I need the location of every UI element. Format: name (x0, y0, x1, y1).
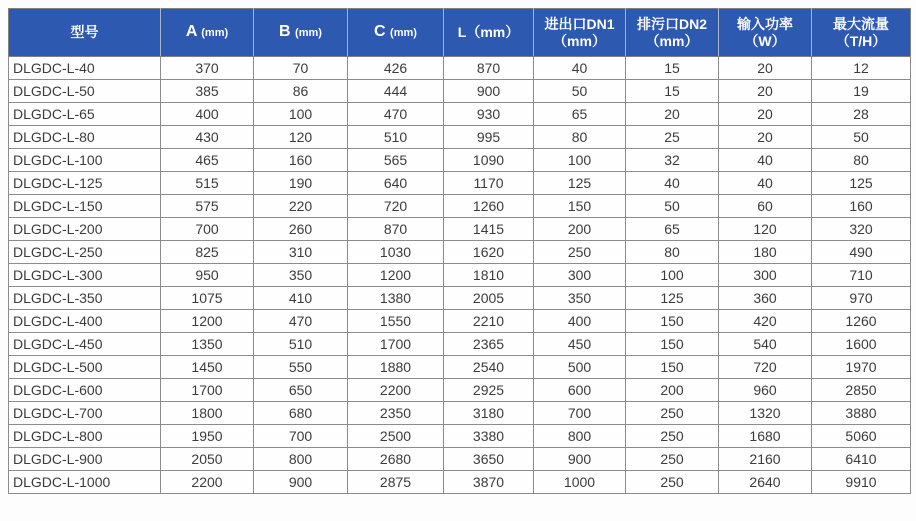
value-cell: 720 (719, 356, 812, 379)
table-row (9, 333, 911, 356)
table-row (9, 402, 911, 425)
column-header-6 (626, 9, 719, 57)
column-header-7 (719, 9, 812, 57)
model-cell: DLGDC-L-40 (9, 57, 161, 80)
value-cell: 430 (161, 126, 254, 149)
value-cell: 800 (534, 425, 626, 448)
value-cell: 250 (626, 402, 719, 425)
header-label: L（mm） (457, 24, 520, 40)
value-cell: 60 (719, 195, 812, 218)
value-cell: 950 (161, 264, 254, 287)
model-cell: DLGDC-L-1000 (9, 471, 161, 494)
value-cell: 550 (254, 356, 348, 379)
value-cell: 900 (444, 80, 534, 103)
value-cell: 100 (626, 264, 719, 287)
value-cell: 2640 (719, 471, 812, 494)
value-cell: 1200 (348, 264, 444, 287)
value-cell: 1950 (161, 425, 254, 448)
table-row (9, 241, 911, 264)
value-cell: 1260 (444, 195, 534, 218)
value-cell: 400 (161, 103, 254, 126)
value-cell: 870 (444, 57, 534, 80)
value-cell: 710 (812, 264, 911, 287)
value-cell: 1700 (161, 379, 254, 402)
value-cell: 200 (626, 379, 719, 402)
value-cell: 700 (534, 402, 626, 425)
model-cell: DLGDC-L-150 (9, 195, 161, 218)
value-cell: 1550 (348, 310, 444, 333)
table-row (9, 172, 911, 195)
table-row (9, 425, 911, 448)
table-row (9, 471, 911, 494)
value-cell: 960 (719, 379, 812, 402)
value-cell: 250 (626, 471, 719, 494)
model-cell: DLGDC-L-80 (9, 126, 161, 149)
value-cell: 125 (812, 172, 911, 195)
value-cell: 1030 (348, 241, 444, 264)
value-cell: 720 (348, 195, 444, 218)
value-cell: 2680 (348, 448, 444, 471)
value-cell: 300 (719, 264, 812, 287)
value-cell: 400 (534, 310, 626, 333)
product-spec-table (8, 8, 911, 494)
value-cell: 930 (444, 103, 534, 126)
value-cell: 40 (534, 57, 626, 80)
model-cell: DLGDC-L-65 (9, 103, 161, 126)
value-cell: 2850 (812, 379, 911, 402)
value-cell: 995 (444, 126, 534, 149)
value-cell: 1320 (719, 402, 812, 425)
value-cell: 19 (812, 80, 911, 103)
table-row (9, 379, 911, 402)
value-cell: 40 (719, 149, 812, 172)
model-cell: DLGDC-L-600 (9, 379, 161, 402)
value-cell: 2540 (444, 356, 534, 379)
value-cell: 800 (254, 448, 348, 471)
value-cell: 700 (254, 425, 348, 448)
value-cell: 650 (254, 379, 348, 402)
value-cell: 565 (348, 149, 444, 172)
value-cell: 150 (626, 356, 719, 379)
model-cell: DLGDC-L-700 (9, 402, 161, 425)
value-cell: 260 (254, 218, 348, 241)
header-letter: C (374, 23, 391, 40)
model-cell: DLGDC-L-800 (9, 425, 161, 448)
value-cell: 160 (812, 195, 911, 218)
value-cell: 2160 (719, 448, 812, 471)
value-cell: 370 (161, 57, 254, 80)
value-cell: 1680 (719, 425, 812, 448)
value-cell: 600 (534, 379, 626, 402)
value-cell: 28 (812, 103, 911, 126)
column-header-1 (161, 9, 254, 57)
value-cell: 3870 (444, 471, 534, 494)
column-header-8 (812, 9, 911, 57)
value-cell: 360 (719, 287, 812, 310)
value-cell: 2210 (444, 310, 534, 333)
model-cell: DLGDC-L-900 (9, 448, 161, 471)
value-cell: 870 (348, 218, 444, 241)
value-cell: 1000 (534, 471, 626, 494)
header-letter: A (185, 23, 202, 40)
value-cell: 426 (348, 57, 444, 80)
header-line1: 输入功率 (737, 15, 793, 32)
value-cell: 3180 (444, 402, 534, 425)
value-cell: 15 (626, 57, 719, 80)
value-cell: 220 (254, 195, 348, 218)
value-cell: 2350 (348, 402, 444, 425)
value-cell: 1200 (161, 310, 254, 333)
table-row (9, 103, 911, 126)
value-cell: 2050 (161, 448, 254, 471)
value-cell: 125 (534, 172, 626, 195)
value-cell: 1350 (161, 333, 254, 356)
value-cell: 20 (719, 57, 812, 80)
model-cell: DLGDC-L-300 (9, 264, 161, 287)
value-cell: 120 (254, 126, 348, 149)
value-cell: 120 (719, 218, 812, 241)
value-cell: 25 (626, 126, 719, 149)
value-cell: 2875 (348, 471, 444, 494)
value-cell: 9910 (812, 471, 911, 494)
value-cell: 2200 (161, 471, 254, 494)
column-header-0 (9, 9, 161, 57)
header-line1: 最大流量 (833, 15, 889, 32)
model-cell: DLGDC-L-200 (9, 218, 161, 241)
value-cell: 1170 (444, 172, 534, 195)
column-header-3 (348, 9, 444, 57)
value-cell: 1800 (161, 402, 254, 425)
value-cell: 15 (626, 80, 719, 103)
value-cell: 900 (254, 471, 348, 494)
table-body (9, 57, 911, 494)
header-line1: 进出口DN1 (544, 15, 615, 32)
value-cell: 310 (254, 241, 348, 264)
value-cell: 200 (534, 218, 626, 241)
value-cell: 900 (534, 448, 626, 471)
value-cell: 1620 (444, 241, 534, 264)
column-header-2 (254, 9, 348, 57)
value-cell: 12 (812, 57, 911, 80)
table-row (9, 264, 911, 287)
header-row (9, 9, 911, 57)
value-cell: 575 (161, 195, 254, 218)
model-cell: DLGDC-L-100 (9, 149, 161, 172)
header-line2: （W） (744, 32, 786, 49)
value-cell: 150 (534, 195, 626, 218)
model-cell: DLGDC-L-250 (9, 241, 161, 264)
value-cell: 50 (812, 126, 911, 149)
value-cell: 20 (719, 80, 812, 103)
value-cell: 3650 (444, 448, 534, 471)
value-cell: 1090 (444, 149, 534, 172)
model-cell: DLGDC-L-350 (9, 287, 161, 310)
value-cell: 465 (161, 149, 254, 172)
value-cell: 2005 (444, 287, 534, 310)
value-cell: 825 (161, 241, 254, 264)
table-row (9, 287, 911, 310)
value-cell: 20 (719, 103, 812, 126)
value-cell: 125 (626, 287, 719, 310)
table-row (9, 448, 911, 471)
value-cell: 2200 (348, 379, 444, 402)
value-cell: 490 (812, 241, 911, 264)
model-cell: DLGDC-L-400 (9, 310, 161, 333)
value-cell: 2365 (444, 333, 534, 356)
value-cell: 70 (254, 57, 348, 80)
value-cell: 500 (534, 356, 626, 379)
value-cell: 2925 (444, 379, 534, 402)
value-cell: 420 (719, 310, 812, 333)
value-cell: 450 (534, 333, 626, 356)
model-cell: DLGDC-L-500 (9, 356, 161, 379)
value-cell: 80 (626, 241, 719, 264)
table-header (9, 9, 911, 57)
value-cell: 540 (719, 333, 812, 356)
value-cell: 50 (626, 195, 719, 218)
value-cell: 100 (254, 103, 348, 126)
table-row (9, 149, 911, 172)
value-cell: 410 (254, 287, 348, 310)
value-cell: 350 (254, 264, 348, 287)
value-cell: 160 (254, 149, 348, 172)
value-cell: 150 (626, 310, 719, 333)
table-row (9, 218, 911, 241)
header-line2: （T/H） (835, 32, 887, 49)
value-cell: 444 (348, 80, 444, 103)
column-header-5 (534, 9, 626, 57)
value-cell: 65 (534, 103, 626, 126)
value-cell: 250 (626, 448, 719, 471)
value-cell: 300 (534, 264, 626, 287)
header-unit: (mm) (390, 27, 417, 39)
value-cell: 2500 (348, 425, 444, 448)
value-cell: 32 (626, 149, 719, 172)
value-cell: 680 (254, 402, 348, 425)
model-cell: DLGDC-L-50 (9, 80, 161, 103)
value-cell: 6410 (812, 448, 911, 471)
value-cell: 350 (534, 287, 626, 310)
value-cell: 40 (626, 172, 719, 195)
value-cell: 86 (254, 80, 348, 103)
value-cell: 470 (254, 310, 348, 333)
header-unit: (mm) (201, 27, 229, 39)
value-cell: 700 (161, 218, 254, 241)
header-unit: (mm) (295, 27, 322, 39)
value-cell: 640 (348, 172, 444, 195)
value-cell: 250 (534, 241, 626, 264)
value-cell: 3880 (812, 402, 911, 425)
header-line2: （mm） (645, 32, 699, 49)
header-line2: （mm） (553, 32, 606, 49)
value-cell: 1810 (444, 264, 534, 287)
value-cell: 80 (534, 126, 626, 149)
value-cell: 970 (812, 287, 911, 310)
value-cell: 100 (534, 149, 626, 172)
value-cell: 320 (812, 218, 911, 241)
value-cell: 470 (348, 103, 444, 126)
table-row (9, 57, 911, 80)
value-cell: 80 (812, 149, 911, 172)
value-cell: 1260 (812, 310, 911, 333)
column-header-4 (444, 9, 534, 57)
value-cell: 1880 (348, 356, 444, 379)
table-row (9, 126, 911, 149)
value-cell: 180 (719, 241, 812, 264)
value-cell: 65 (626, 218, 719, 241)
header-line1: 排污口DN2 (636, 15, 707, 32)
value-cell: 515 (161, 172, 254, 195)
value-cell: 50 (534, 80, 626, 103)
value-cell: 510 (254, 333, 348, 356)
model-cell: DLGDC-L-450 (9, 333, 161, 356)
value-cell: 510 (348, 126, 444, 149)
table-row (9, 356, 911, 379)
table-row (9, 310, 911, 333)
value-cell: 3380 (444, 425, 534, 448)
value-cell: 20 (719, 126, 812, 149)
value-cell: 385 (161, 80, 254, 103)
header-label: 型号 (70, 24, 99, 40)
value-cell: 1075 (161, 287, 254, 310)
value-cell: 1415 (444, 218, 534, 241)
value-cell: 5060 (812, 425, 911, 448)
header-letter: B (279, 23, 296, 40)
value-cell: 20 (626, 103, 719, 126)
value-cell: 150 (626, 333, 719, 356)
value-cell: 1600 (812, 333, 911, 356)
value-cell: 1380 (348, 287, 444, 310)
value-cell: 1970 (812, 356, 911, 379)
value-cell: 1450 (161, 356, 254, 379)
value-cell: 190 (254, 172, 348, 195)
table-row (9, 195, 911, 218)
value-cell: 40 (719, 172, 812, 195)
value-cell: 1700 (348, 333, 444, 356)
model-cell: DLGDC-L-125 (9, 172, 161, 195)
value-cell: 250 (626, 425, 719, 448)
table-row (9, 80, 911, 103)
